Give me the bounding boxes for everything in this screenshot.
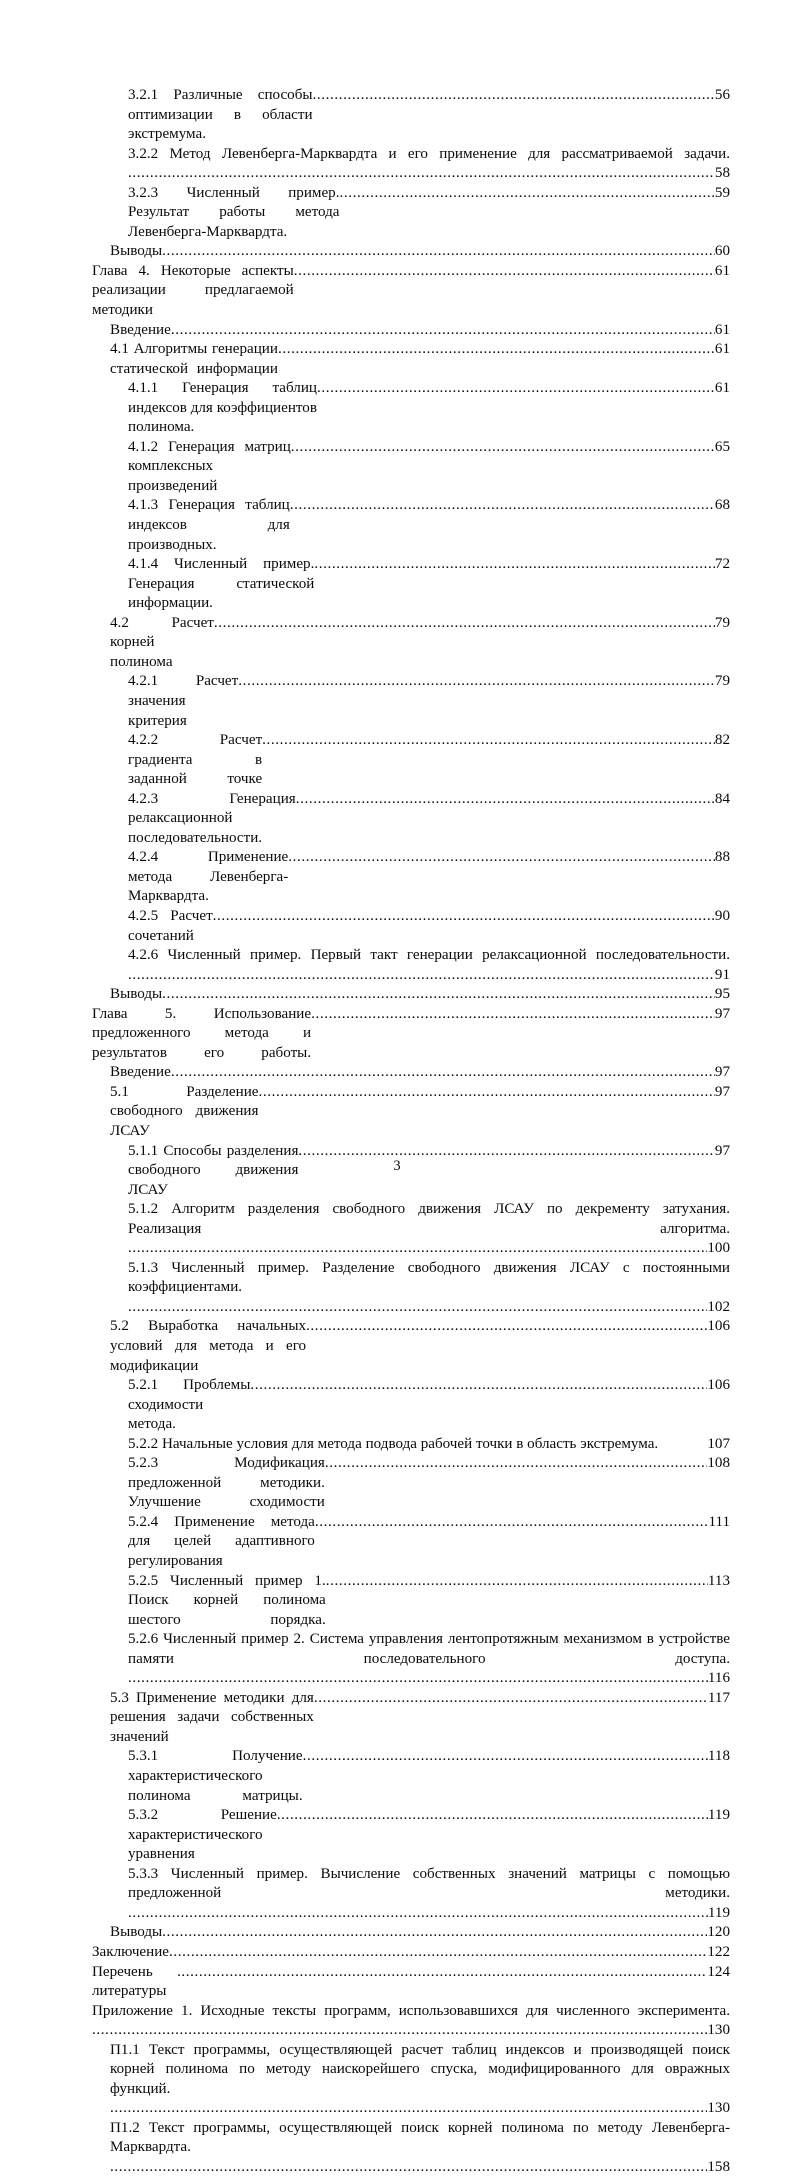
toc-entry-row — [128, 790, 730, 849]
toc-entry-page-number: 59 — [714, 184, 730, 201]
toc-entry-title: 5.2 Выработка начальных условий для метода и его модификации — [110, 1318, 310, 1374]
toc-entry-page-number: 90 — [714, 907, 730, 924]
toc-entry-page-number: 106 — [707, 1377, 730, 1394]
toc-entry-row — [128, 379, 730, 438]
toc-entry-row — [128, 1454, 730, 1513]
toc-dot-leader — [326, 1572, 708, 1592]
toc-entry-title: П1.2 Текст программы, осуществляющей поиск корней полинома по методу Левенберга-Марквардта. — [110, 2119, 730, 2156]
toc-entry-page-number: 61 — [714, 321, 730, 338]
toc-entry-title: 5.2.3 Модификация предложенной методики. Улучшение сходимости — [128, 1455, 329, 1511]
toc-entry[interactable] — [128, 672, 730, 731]
toc-entry-page-number: 61 — [714, 341, 730, 358]
toc-entry-title: Перечень литературы — [92, 1963, 167, 2000]
toc-entry[interactable] — [92, 1005, 730, 1064]
toc-entry-page-number: 130 — [707, 2022, 730, 2039]
toc-dot-leader — [162, 242, 715, 262]
toc-entry[interactable] — [92, 2002, 730, 2041]
toc-dot-leader — [213, 907, 715, 927]
toc-entry-row — [110, 1923, 730, 1943]
toc-entry[interactable] — [128, 1630, 734, 1689]
toc-dot-leader — [262, 731, 715, 751]
toc-dot-leader — [325, 1454, 708, 1474]
toc-entry[interactable] — [128, 848, 730, 907]
toc-dot-leader — [110, 2099, 707, 2119]
toc-entry[interactable] — [128, 1865, 734, 1924]
toc-entry-row — [110, 1317, 730, 1376]
toc-entry-row — [92, 1963, 730, 2002]
toc-entry-title: Приложение 1. Исходные тексты программ, использовавшихся для численного эксперимента. — [92, 2002, 730, 2019]
toc-dot-leader — [294, 262, 715, 282]
toc-entry-title: 5.1.1 Способы разделения свободного движения ЛСАУ — [128, 1142, 303, 1198]
toc-entry-page-number: 130 — [707, 2100, 730, 2117]
toc-entry-page-number: 79 — [714, 673, 730, 690]
toc-entry-tail — [128, 164, 730, 184]
toc-entry[interactable] — [92, 1943, 730, 1963]
toc-entry[interactable] — [128, 790, 730, 849]
toc-entry-row — [128, 1435, 730, 1455]
toc-dot-leader — [110, 2158, 707, 2178]
toc-entry-page-number: 82 — [714, 732, 730, 749]
toc-entry-page-number: 97 — [714, 1005, 730, 1022]
toc-entry-page-number: 106 — [707, 1318, 730, 1335]
toc-entry-page-number: 79 — [714, 614, 730, 631]
toc-entry[interactable] — [128, 1806, 730, 1865]
toc-dot-leader — [311, 1005, 715, 1025]
toc-entry[interactable] — [110, 1689, 730, 1748]
toc-entry-title: 4.2.1 Расчет значения критерия — [128, 673, 242, 729]
toc-entry-page-number: 56 — [714, 87, 730, 103]
toc-entry[interactable] — [128, 1435, 730, 1455]
toc-entry-page-number: 158 — [707, 2158, 730, 2175]
page-number-footer: 3 — [393, 1158, 401, 1174]
toc-entry-title: Глава 5. Использование предложенного метода и результатов его работы. — [92, 1005, 315, 1061]
toc-dot-leader — [171, 1063, 715, 1083]
toc-entry-page-number: 95 — [714, 986, 730, 1003]
toc-dot-leader — [278, 340, 715, 360]
toc-entry-row — [110, 1063, 730, 1083]
toc-entry-page-number: 100 — [707, 1240, 730, 1257]
toc-dot-leader — [92, 2021, 707, 2041]
toc-entry[interactable] — [128, 907, 730, 946]
toc-entry[interactable] — [110, 340, 730, 379]
toc-entry-title: 5.3 Применение методики для решения задачи собственных значений — [110, 1689, 318, 1745]
toc-entry-page-number: 97 — [714, 1064, 730, 1081]
toc-entry[interactable] — [128, 1376, 730, 1435]
toc-entry-tail — [128, 1298, 730, 1318]
toc-entry[interactable] — [110, 2041, 734, 2119]
toc-entry-page-number: 65 — [714, 438, 730, 455]
toc-entry-row — [92, 1943, 730, 1963]
toc-entry-tail — [110, 2099, 730, 2119]
toc-entry-page-number: 72 — [714, 556, 730, 573]
toc-entry-tail — [128, 966, 730, 986]
toc-entry-row — [128, 907, 730, 946]
toc-entry[interactable] — [128, 1200, 734, 1259]
toc-entry-row — [128, 672, 730, 731]
toc-entry-row — [110, 614, 730, 673]
toc-entry-title: 4.2.4 Применение метода Левенберга-Марквардта. — [128, 849, 293, 905]
toc-entry-tail — [128, 1904, 730, 1924]
toc-entry-row — [128, 731, 730, 790]
toc-entry[interactable] — [128, 1454, 730, 1513]
toc-dot-leader — [288, 848, 715, 868]
toc-entry-page-number: 107 — [707, 1435, 730, 1452]
toc-dot-leader — [128, 1239, 707, 1259]
toc-entry-page-number: 102 — [707, 1298, 730, 1315]
toc-entry-row — [128, 848, 730, 907]
toc-entry-page-number: 113 — [707, 1572, 730, 1589]
toc-entry-title: 5.2.4 Применение метода для целей адаптивного регулирования — [128, 1513, 319, 1570]
toc-entry[interactable] — [92, 1963, 730, 2002]
toc-entry-title: Введение — [110, 321, 171, 338]
toc-dot-leader — [214, 614, 715, 634]
toc-entry-page-number: 119 — [707, 1904, 730, 1921]
toc-dot-leader — [277, 1806, 708, 1826]
toc-entry-title: Глава 4. Некоторые аспекты реализации предлагаемой методики — [92, 262, 298, 319]
toc-entry-title: 4.2 Расчет корней полинома — [110, 614, 218, 670]
toc-entry[interactable] — [110, 1083, 730, 1142]
toc-entry-page-number: 60 — [714, 243, 730, 260]
toc-entry-tail — [128, 1239, 730, 1259]
toc-entry-title: 5.1.2 Алгоритм разделения свободного движения ЛСАУ по декременту затухания. Реализация алгоритма. — [128, 1201, 734, 1237]
toc-dot-leader — [169, 1943, 707, 1963]
toc-entry[interactable] — [128, 145, 730, 184]
toc-dot-leader — [162, 985, 715, 1005]
toc-entry[interactable] — [110, 1063, 730, 1083]
toc-entry-row — [128, 1513, 730, 1572]
toc-entry-page-number: 118 — [707, 1748, 730, 1765]
toc-entry-page-number: 58 — [714, 165, 730, 182]
toc-entry[interactable] — [128, 555, 730, 614]
toc-entry-title: 5.2.6 Численный пример 2. Система управления лентопротяжным механизмом в устройстве памяти последовательного доступа. — [128, 1631, 734, 1667]
toc-entry-tail — [110, 2158, 730, 2178]
toc-entry-page-number: 91 — [714, 966, 730, 983]
toc-entry-row — [110, 985, 730, 1005]
toc-entry-title: 4.1.3 Генерация таблиц индексов для производных. — [128, 497, 294, 553]
toc-entry-title: 4.1.4 Численный пример. Генерация статической информации. — [128, 556, 319, 612]
toc-entry-title: 5.1 Разделение свободного движения ЛСАУ — [110, 1083, 263, 1139]
toc-entry[interactable] — [110, 1923, 730, 1943]
toc-entry-title: 4.2.6 Численный пример. Первый такт генерации релаксационной последовательности. — [128, 947, 730, 964]
toc-entry-row — [92, 1005, 730, 1064]
toc-dot-leader — [128, 1298, 707, 1318]
toc-dot-leader — [258, 1083, 714, 1103]
toc-dot-leader — [296, 790, 715, 810]
toc-entry-row — [128, 1747, 730, 1806]
toc-dot-leader — [314, 555, 715, 575]
toc-entry-title: 3.2.3 Численный пример. Результат работы метода Левенберга-Марквардта. — [128, 184, 344, 240]
toc-entry-title: 5.3.3 Численный пример. Вычисление собственных значений матрицы с помощью предложенной методики. — [128, 1865, 734, 1902]
toc-entry-tail — [128, 1669, 730, 1689]
toc-entry-row — [110, 1083, 730, 1142]
toc-entry-page-number: 116 — [707, 1670, 730, 1687]
toc-entry[interactable] — [128, 379, 730, 438]
toc-entry-row — [128, 555, 730, 614]
toc-entry[interactable] — [110, 242, 730, 262]
toc-entry-title: 5.3.1 Получение характеристического полинома матрицы. — [128, 1748, 307, 1804]
toc-entry-title: Заключение — [92, 1943, 169, 1960]
toc-entry-page-number: 120 — [707, 1924, 730, 1941]
toc-entry-row — [128, 496, 730, 555]
toc-entry-page-number: 97 — [714, 1142, 730, 1159]
toc-dot-leader — [238, 672, 715, 692]
toc-entry-page-number: 61 — [714, 262, 730, 279]
toc-entry-page-number: 108 — [707, 1455, 730, 1472]
toc-entry[interactable] — [110, 614, 730, 673]
toc-entry-page-number: 124 — [707, 1963, 730, 1980]
toc-entry[interactable] — [110, 985, 730, 1005]
toc-dot-leader — [315, 1513, 709, 1533]
toc-entry[interactable] — [128, 1513, 730, 1572]
toc-entry-title: 5.1.3 Численный пример. Разделение свободного движения ЛСАУ с постоянными коэффициентами. — [128, 1259, 734, 1296]
toc-entry-page-number: 122 — [707, 1943, 730, 1960]
toc-entry-title: 4.2.2 Расчет градиента в заданной точке — [128, 732, 266, 788]
toc-entry-list — [92, 86, 734, 2178]
toc-entry-page-number: 68 — [714, 497, 730, 514]
toc-dot-leader — [171, 321, 715, 341]
toc-entry[interactable] — [128, 86, 730, 145]
toc-entry-row — [92, 262, 730, 321]
toc-entry-row — [128, 438, 730, 497]
toc-entry[interactable] — [128, 184, 730, 243]
toc-dot-leader — [306, 1317, 707, 1337]
toc-entry-title: 5.2.1 Проблемы сходимости метода. — [128, 1377, 255, 1433]
toc-entry[interactable] — [128, 946, 730, 985]
toc-dot-leader — [162, 1923, 707, 1943]
toc-entry-page-number: 117 — [707, 1689, 730, 1706]
toc-dot-leader — [303, 1747, 708, 1767]
toc-entry[interactable] — [110, 2119, 730, 2178]
toc-entry-page-number: 61 — [714, 380, 730, 397]
toc-entry-row — [128, 1376, 730, 1435]
toc-entry-tail — [92, 2021, 730, 2041]
toc-entry[interactable] — [128, 496, 730, 555]
toc-dot-leader — [128, 164, 715, 184]
toc-entry[interactable] — [110, 1317, 730, 1376]
toc-dot-leader — [339, 184, 714, 204]
toc-entry-row — [128, 86, 730, 145]
toc-entry-row — [110, 1689, 730, 1748]
toc-entry-page-number: 97 — [714, 1083, 730, 1100]
toc-dot-leader — [290, 496, 715, 516]
toc-entry-title: 5.2.5 Численный пример 1. Поиск корней полинома шестого порядка. — [128, 1572, 330, 1628]
toc-entry-title: Введение — [110, 1064, 171, 1081]
toc-entry-row — [128, 184, 730, 243]
toc-entry[interactable] — [128, 438, 730, 497]
toc-entry-title: 5.3.2 Решение характеристического уравнения — [128, 1807, 281, 1863]
toc-dot-leader — [128, 1669, 708, 1689]
toc-entry-page-number: 84 — [714, 790, 730, 807]
toc-dot-leader — [250, 1376, 707, 1396]
toc-entry[interactable] — [110, 321, 730, 341]
toc-entry-title: 4.1.1 Генерация таблиц индексов для коэффициентов полинома. — [128, 380, 321, 436]
toc-dot-leader — [177, 1963, 707, 1983]
toc-entry[interactable] — [92, 262, 730, 321]
toc-entry-row — [110, 340, 730, 379]
toc-entry-page-number: 119 — [707, 1807, 730, 1824]
toc-dot-leader — [128, 1904, 708, 1924]
toc-entry-title: 4.1.2 Генерация матриц комплексных произведений — [128, 438, 295, 494]
toc-dot-leader — [314, 1689, 708, 1709]
toc-dot-leader — [313, 86, 715, 106]
toc-entry-title: П1.1 Текст программы, осуществляющей расчет таблиц индексов и производящей поиск корней полинома по методу наискорейшего спуска, модифицированного для овражных функций. — [110, 2041, 734, 2097]
toc-entry-title: 5.2.2 Начальные условия для метода подвода рабочей точки в область экстремума. — [128, 1435, 659, 1452]
toc-entry-page-number: 111 — [708, 1513, 730, 1530]
toc-entry-page-number: 88 — [714, 849, 730, 866]
toc-entry-title: Выводы — [110, 243, 163, 260]
toc-entry-title: 3.2.2 Метод Левенберга-Марквардта и его применение для рассматриваемой задачи. — [128, 145, 730, 162]
toc-dot-leader — [291, 438, 715, 458]
toc-dot-leader — [128, 966, 715, 986]
toc-entry-title: Выводы — [110, 986, 163, 1003]
toc-entry-title: 4.1 Алгоритмы генерации статической информации — [110, 341, 282, 377]
toc-entry-title: Выводы — [110, 1924, 163, 1941]
toc-entry-row — [128, 1806, 730, 1865]
toc-entry[interactable] — [128, 1572, 730, 1631]
toc-entry-title: 4.2.5 Расчет сочетаний — [128, 907, 217, 944]
toc-entry-row — [128, 1572, 730, 1631]
toc-entry[interactable] — [128, 731, 730, 790]
toc-entry-row — [110, 242, 730, 262]
toc-dot-leader — [317, 379, 715, 399]
toc-entry-row — [110, 321, 730, 341]
toc-entry[interactable] — [128, 1747, 730, 1806]
toc-entry-title: 3.2.1 Различные способы оптимизации в области экстремума. — [128, 87, 317, 143]
toc-entry[interactable] — [128, 1259, 734, 1318]
toc-entry-title: 4.2.3 Генерация релаксационной последовательности. — [128, 790, 300, 846]
